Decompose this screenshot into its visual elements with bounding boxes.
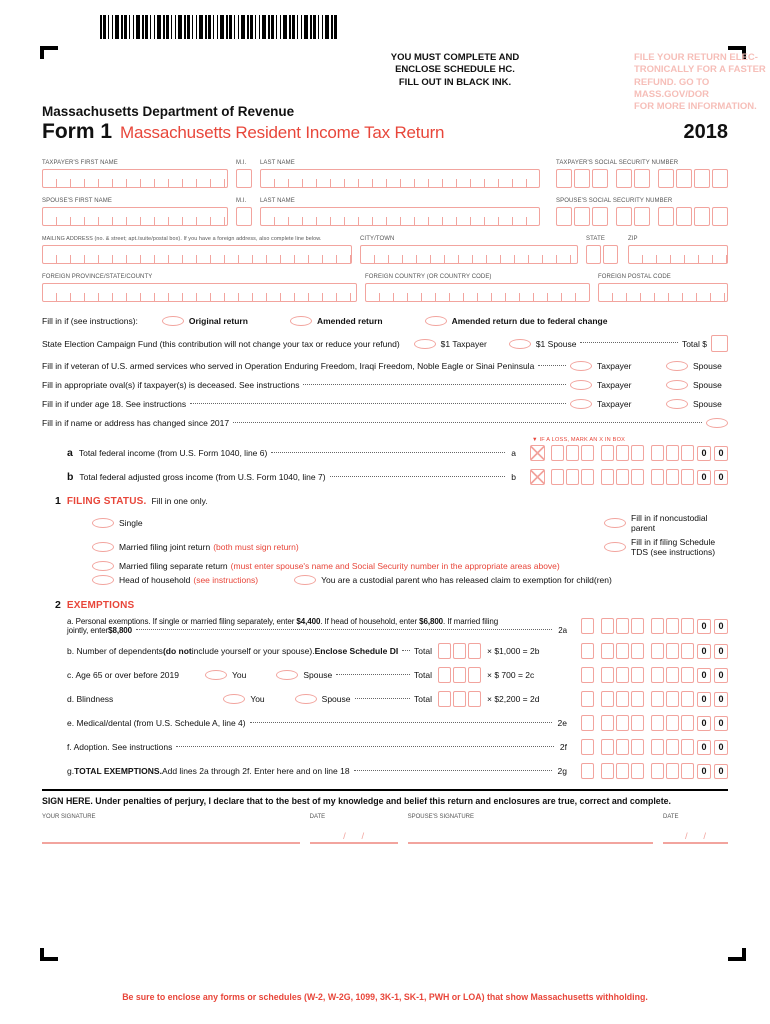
cent-box: 0: [714, 668, 728, 683]
cent-box: 0: [714, 446, 728, 461]
taxpayer-ssn-group: [556, 160, 728, 188]
foreign-province-group: [42, 274, 357, 302]
veteran-row: [42, 361, 728, 371]
spouse-last-name-group: [260, 198, 540, 226]
campaign-spouse-oval[interactable]: [509, 339, 531, 349]
dot-leader: [303, 384, 566, 385]
spouse-name-row: [42, 198, 728, 226]
date-line[interactable]: / /: [310, 820, 398, 844]
amended-federal-oval[interactable]: [425, 316, 447, 326]
loss-note: ▼ IF A LOSS, MARK AN X IN BOX: [532, 437, 626, 443]
spouse-mi-label: M.I.: [236, 198, 247, 204]
2a-text: . If head of household, enter: [320, 617, 420, 626]
2e-ref: 2e: [557, 718, 567, 728]
2g-bold: TOTAL EXEMPTIONS.: [74, 766, 162, 776]
mailing-address-label: MAILING ADDRESS (no. & street; apt./suite/postal box). If you have a foreign address, also complete line below.: [42, 236, 322, 242]
dot-leader: [190, 403, 566, 404]
2a-amount-boxes: [581, 618, 728, 634]
your-signature-line[interactable]: [42, 820, 300, 844]
city-group: [360, 236, 578, 264]
campaign-total-label: Total $: [681, 338, 707, 349]
exemption-2g-row: [42, 763, 728, 779]
taxpayer-ssn-input[interactable]: [556, 169, 728, 188]
date-label: DATE: [663, 814, 679, 820]
line-a-letter: a: [67, 447, 73, 459]
section-number: 2: [55, 599, 61, 611]
2a-text: jointly, enter: [67, 626, 109, 635]
mfj-label: Married filing joint return: [119, 542, 211, 552]
exemption-2d-row: [42, 691, 728, 707]
amended-return-oval[interactable]: [290, 316, 312, 326]
deceased-taxpayer-oval[interactable]: [570, 380, 592, 390]
2b-bold: Enclose Schedule DI: [314, 646, 399, 656]
2b-bold: (do not: [162, 646, 192, 656]
2d-you-label: You: [250, 694, 265, 704]
cent-box: 0: [714, 644, 728, 659]
2g-dollar-boxes[interactable]: [581, 763, 694, 779]
dot-leader: [233, 422, 702, 423]
2b-text: include yourself or your spouse).: [191, 646, 315, 656]
notice-line: FILL OUT IN BLACK INK.: [398, 76, 512, 88]
mfj-oval[interactable]: [92, 542, 114, 552]
cent-box: 0: [714, 619, 728, 634]
dot-leader: [580, 342, 677, 343]
2c-spouse-oval[interactable]: [276, 670, 298, 680]
filing-hoh-row: [42, 575, 728, 585]
exemption-2b-row: [42, 643, 728, 659]
section-title: EXEMPTIONS: [66, 600, 135, 611]
cent-box: 0: [697, 692, 711, 707]
cent-box: 0: [697, 764, 711, 779]
registration-mark-top-left: [40, 46, 58, 59]
2d-spouse-oval[interactable]: [295, 694, 317, 704]
deceased-spouse-oval[interactable]: [666, 380, 688, 390]
notice-line: FOR MORE INFORMATION.: [634, 101, 757, 113]
deceased-row: [42, 380, 728, 390]
taxpayer-first-name-input[interactable]: [42, 169, 228, 188]
single-oval[interactable]: [92, 518, 114, 528]
mfs-note: (must enter spouse's name and Social Security number in the appropriate areas above): [230, 561, 560, 571]
sign-here-label: SIGN HERE.: [42, 796, 93, 806]
taxpayer-last-name-input[interactable]: [260, 169, 540, 188]
veteran-taxpayer-oval[interactable]: [570, 361, 592, 371]
2g-ref: 2g: [557, 766, 567, 776]
spouse-first-name-group: [42, 198, 228, 226]
section-title: FILING STATUS.: [66, 496, 147, 507]
line-b-amount: [530, 469, 728, 485]
2c-total-label: Total: [414, 670, 432, 680]
line-b-loss-box[interactable]: [530, 469, 545, 485]
cent-box: 0: [714, 470, 728, 485]
address-changed-oval[interactable]: [706, 418, 728, 428]
signature-section: [42, 789, 728, 844]
spouse-ssn-group: [556, 198, 728, 226]
campaign-taxpayer-oval[interactable]: [414, 339, 436, 349]
foreign-address-row: [42, 274, 728, 302]
foreign-postal-label: FOREIGN POSTAL CODE: [598, 274, 671, 280]
2a-text: a. Personal exemptions. If single or married filing separately, enter: [67, 617, 297, 626]
2c-dollar-boxes[interactable]: [581, 667, 694, 683]
return-type-prefix: Fill in if (see instructions):: [42, 316, 138, 326]
taxpayer-mi-group: [236, 160, 252, 188]
taxpayer-label: Taxpayer: [597, 361, 632, 371]
line-b-ref: b: [511, 472, 516, 482]
perjury-text: Under penalties of perjury, I declare that to the best of my knowledge and belief this return and enclosures are true, correct and complete.: [92, 796, 671, 806]
notice-line: REFUND. GO TO MASS.GOV/DOR: [634, 76, 710, 101]
spouse-first-name-input[interactable]: [42, 207, 228, 226]
line-b-letter: b: [67, 471, 74, 483]
exemption-2e-row: [42, 715, 728, 731]
foreign-postal-input[interactable]: [598, 283, 728, 302]
form-number: Form 1: [42, 120, 113, 143]
taxpayer-name-row: [42, 160, 728, 188]
notice-line: TRONICALLY FOR A FASTER: [634, 64, 766, 76]
2e-dollar-boxes[interactable]: [581, 715, 694, 731]
2d-you-oval[interactable]: [223, 694, 245, 704]
veteran-spouse-oval[interactable]: [666, 361, 688, 371]
line-a-amount: [530, 445, 728, 461]
cent-box: 0: [697, 619, 711, 634]
tax-year: 2018: [683, 121, 728, 143]
spouse-last-name-label: LAST NAME: [260, 198, 295, 204]
taxpayer-last-name-label: LAST NAME: [260, 160, 295, 166]
2e-amount-boxes: [581, 715, 728, 731]
barcode: [100, 15, 337, 39]
loss-note-row: [42, 437, 728, 443]
veteran-text: Fill in if veteran of U.S. armed services who served in Operation Enduring Freedom, Iraqi Freedom, Noble Eagle or Sinai Peninsula: [42, 361, 535, 371]
2a-amount-mfj: $8,800: [108, 626, 133, 635]
dot-leader: [271, 452, 505, 453]
filing-status-heading: [55, 495, 728, 507]
2c-you-oval[interactable]: [205, 670, 227, 680]
hoh-oval[interactable]: [92, 575, 114, 585]
2d-total-label: Total: [414, 694, 432, 704]
withholding-footer: Be sure to enclose any forms or schedules (W-2, W-2G, 1099, 3K-1, SK-1, PWH or LOA) that show Massachusetts withholding.: [122, 992, 648, 1002]
cent-box: 0: [697, 470, 711, 485]
date-label: DATE: [309, 814, 326, 820]
2b-dollar-boxes[interactable]: [581, 643, 694, 659]
foreign-province-label: FOREIGN PROVINCE/STATE/COUNTY: [42, 274, 153, 280]
amended-return-label: Amended return: [316, 316, 383, 326]
hoh-note: (see instructions): [193, 575, 259, 585]
2d-total-boxes[interactable]: [438, 691, 481, 707]
2f-dollar-boxes[interactable]: [581, 739, 694, 755]
exemption-2a-text: [67, 617, 569, 635]
form-title-row: [42, 120, 728, 144]
perjury-statement: [42, 796, 728, 806]
under18-spouse-oval[interactable]: [666, 399, 688, 409]
dot-leader: [538, 365, 566, 366]
taxpayer-label: Taxpayer: [597, 380, 632, 390]
dot-leader: [355, 698, 411, 699]
cent-box: 0: [697, 716, 711, 731]
original-return-label: Original return: [188, 316, 248, 326]
taxpayer-mi-input[interactable]: [236, 169, 252, 188]
taxpayer-ssn-label: TAXPAYER'S SOCIAL SECURITY NUMBER: [556, 160, 679, 166]
2f-text: f. Adoption. See instructions: [67, 742, 173, 752]
2c-multiplier: × $ 700 = 2c: [487, 670, 535, 680]
2e-text: e. Medical/dental (from U.S. Schedule A, line 4): [67, 718, 246, 728]
foreign-country-label: FOREIGN COUNTRY (OR COUNTRY CODE): [365, 274, 492, 280]
2b-amount-boxes: [581, 643, 728, 659]
mailing-address-group: [42, 236, 352, 264]
dot-leader: [330, 476, 506, 477]
spouse-label: Spouse: [693, 399, 722, 409]
2d-amount-boxes: [581, 691, 728, 707]
2f-amount-boxes: [581, 739, 728, 755]
2d-dollar-boxes[interactable]: [581, 691, 694, 707]
address-changed-row: [42, 418, 728, 428]
notice-line: YOU MUST COMPLETE AND: [390, 52, 520, 63]
line-a-dollar-boxes[interactable]: [551, 445, 694, 461]
spouse-signature-line[interactable]: [408, 820, 653, 844]
signature-grid: [42, 814, 728, 844]
zip-input[interactable]: [628, 245, 728, 264]
section-number: 1: [55, 495, 61, 507]
city-label: CITY/TOWN: [360, 236, 395, 242]
date-line[interactable]: / /: [663, 820, 728, 844]
registration-mark-bottom-left: [40, 948, 58, 961]
taxpayer-first-name-label: TAXPAYER'S FIRST NAME: [42, 160, 118, 166]
foreign-country-group: [365, 274, 590, 302]
your-signature-label: YOUR SIGNATURE: [42, 814, 96, 820]
taxpayer-first-name-group: [42, 160, 228, 188]
notice-line: FILE YOUR RETURN ELEC-: [634, 52, 758, 63]
2d-text: d. Blindness: [67, 694, 114, 704]
taxpayer-mi-label: M.I.: [236, 160, 247, 166]
line-a-ref: a: [511, 448, 516, 458]
2b-text: b. Number of dependents: [67, 646, 163, 656]
line-a-loss-box[interactable]: [530, 445, 545, 461]
state-input[interactable]: [586, 245, 618, 264]
under18-row: [42, 399, 728, 409]
foreign-country-input[interactable]: [365, 283, 590, 302]
tds-label: Fill in if filing Schedule TDS (see instructions): [631, 537, 716, 557]
spouse-label: Spouse: [693, 361, 722, 371]
line-a-row: [42, 445, 728, 461]
mailing-address-row: [42, 236, 728, 264]
under18-text: Fill in if under age 18. See instructions: [42, 399, 187, 409]
efile-notice: [634, 52, 770, 114]
schedule-hc-notice: [350, 52, 560, 89]
agency-name: Massachusetts Department of Revenue: [42, 104, 295, 119]
form-title: Massachusetts Resident Income Tax Return: [120, 123, 445, 142]
cent-box: 0: [697, 740, 711, 755]
filing-mfs-row: [42, 561, 728, 571]
deceased-text: Fill in appropriate oval(s) if taxpayer(s) is deceased. See instructions: [42, 380, 300, 390]
single-label: Single: [119, 518, 143, 528]
dot-leader: [354, 770, 552, 771]
custodial-oval[interactable]: [294, 575, 316, 585]
hoh-label: Head of household: [119, 575, 191, 585]
dot-leader: [336, 674, 410, 675]
return-type-row: [42, 316, 728, 326]
spouse-ssn-input[interactable]: [556, 207, 728, 226]
2a-ref: 2a: [558, 626, 567, 635]
original-return-oval[interactable]: [162, 316, 184, 326]
cent-box: 0: [714, 692, 728, 707]
mfs-label: Married filing separate return: [119, 561, 228, 571]
address-changed-text: Fill in if name or address has changed since 2017: [42, 418, 230, 428]
2d-spouse-label: Spouse: [321, 694, 351, 704]
cent-box: 0: [697, 668, 711, 683]
zip-label: ZIP: [628, 236, 638, 242]
campaign-fund-text: State Election Campaign Fund (this contribution will not change your tax or reduce your refund): [42, 338, 400, 349]
foreign-province-input[interactable]: [42, 283, 357, 302]
campaign-total-box[interactable]: [711, 335, 728, 352]
line-b-text: Total federal adjusted gross income (from U.S. Form 1040, line 7): [79, 472, 326, 482]
campaign-fund-row: [42, 335, 728, 352]
2g-text: Add lines 2a through 2f. Enter here and on line 18: [161, 766, 350, 776]
dot-leader: [136, 629, 552, 630]
cent-box: 0: [714, 716, 728, 731]
2a-amount-hoh: $6,800: [419, 617, 444, 626]
2f-ref: 2f: [559, 742, 567, 752]
dot-leader: [402, 650, 410, 651]
taxpayer-last-name-group: [260, 160, 540, 188]
exemption-2a-row: [42, 617, 728, 635]
2g-letter: g.: [67, 766, 75, 776]
2d-multiplier: × $2,200 = 2d: [487, 694, 540, 704]
2c-text: c. Age 65 or over before 2019: [67, 670, 179, 680]
custodial-label: You are a custodial parent who has released claim to exemption for child(ren): [321, 575, 612, 585]
section-subtitle: Fill in one only.: [151, 496, 208, 506]
under18-taxpayer-oval[interactable]: [570, 399, 592, 409]
2b-total-label: Total: [414, 646, 432, 656]
spouse-mi-group: [236, 198, 252, 226]
cent-box: 0: [714, 740, 728, 755]
taxpayer-label: Taxpayer: [597, 399, 632, 409]
mailing-address-input[interactable]: [42, 245, 352, 264]
exemptions-heading: [55, 599, 728, 611]
exemption-2f-row: [42, 739, 728, 755]
2b-multiplier: × $1,000 = 2b: [487, 646, 540, 656]
city-input[interactable]: [360, 245, 578, 264]
cent-box: 0: [697, 644, 711, 659]
spouse-label: Spouse: [693, 380, 722, 390]
noncustodial-label: Fill in if noncustodial parent: [631, 513, 708, 533]
2c-you-label: You: [232, 670, 247, 680]
2g-amount-boxes: [581, 763, 728, 779]
campaign-taxpayer-label: $1 Taxpayer: [440, 338, 487, 349]
noncustodial-oval[interactable]: [604, 518, 626, 528]
zip-group: [628, 236, 728, 264]
spouse-ssn-label: SPOUSE'S SOCIAL SECURITY NUMBER: [556, 198, 673, 204]
state-group: [586, 236, 618, 264]
registration-mark-bottom-right: [728, 948, 746, 961]
spouse-mi-input[interactable]: [236, 207, 252, 226]
cent-box: 0: [697, 446, 711, 461]
amended-federal-label: Amended return due to federal change: [451, 316, 608, 326]
2a-amount-single: $4,400: [296, 617, 321, 626]
2a-dollar-boxes[interactable]: [581, 618, 694, 634]
2c-spouse-label: Spouse: [303, 670, 333, 680]
2a-text: . If married filing: [443, 617, 499, 626]
2c-total-boxes[interactable]: [438, 667, 481, 683]
2b-total-boxes[interactable]: [438, 643, 481, 659]
spouse-last-name-input[interactable]: [260, 207, 540, 226]
mfs-oval[interactable]: [92, 561, 114, 571]
spouse-signature-label: SPOUSE'S SIGNATURE: [407, 814, 475, 820]
spouse-first-name-label: SPOUSE'S FIRST NAME: [42, 198, 112, 204]
2c-amount-boxes: [581, 667, 728, 683]
filing-mfj-row: [42, 537, 728, 557]
line-b-row: [42, 469, 728, 485]
notice-line: ENCLOSE SCHEDULE HC.: [395, 64, 515, 76]
tds-oval[interactable]: [604, 542, 626, 552]
mfj-note: (both must sign return): [213, 542, 299, 552]
filing-single-row: [42, 513, 728, 533]
state-label: STATE: [586, 236, 605, 242]
campaign-spouse-label: $1 Spouse: [535, 338, 577, 349]
exemption-2c-row: [42, 667, 728, 683]
cent-box: 0: [714, 764, 728, 779]
dot-leader: [250, 722, 552, 723]
foreign-postal-group: [598, 274, 728, 302]
dot-leader: [176, 746, 554, 747]
line-a-text: Total federal income (from U.S. Form 1040, line 6): [78, 448, 268, 458]
line-b-dollar-boxes[interactable]: [551, 469, 694, 485]
